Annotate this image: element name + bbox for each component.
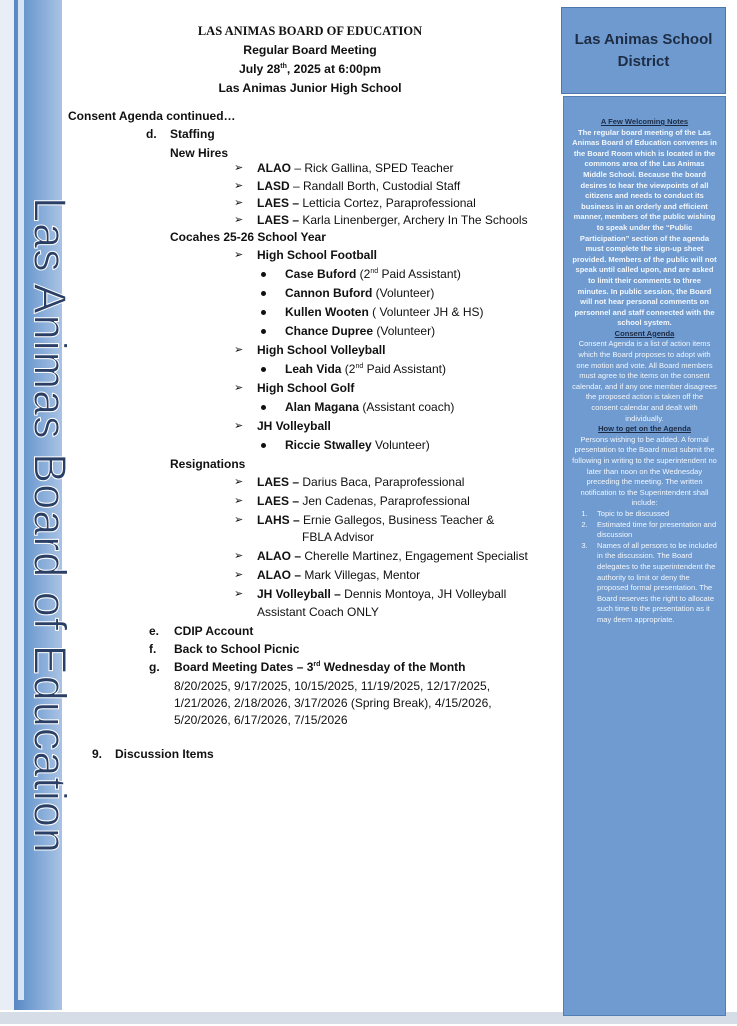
consent-text: Consent Agenda is a list of action items which the Board proposes to adopt with one motion and vote. All Board members must agree to the items on the consent calendar, and if any one member disagrees the proposed action is taken off the consent calendar and dealt with individually.: [572, 339, 717, 423]
agenda-text: Persons wishing to be added. A formal presentation to the Board must submit the following in writing to the superintendent no later than noon on the Wednesday preceding the meeting. The written notification to the Superintendent shall include:: [572, 434, 717, 508]
item-d-title: Staffing: [170, 127, 215, 141]
school-code: LAHS –: [257, 513, 300, 527]
g-title-text: Board Meeting Dates – 3: [174, 660, 314, 674]
staff-name: Kullen Wooten: [285, 305, 369, 319]
list-number: 3.: [581, 540, 588, 550]
staff-role: Volunteer): [371, 438, 430, 452]
arrow-bullet-icon: ➢: [234, 197, 244, 209]
staff-role: ( Volunteer JH & HS): [368, 305, 484, 319]
hire-detail: – Randall Borth, Custodial Staff: [289, 179, 461, 193]
arrow-bullet-icon: ➢: [234, 382, 244, 394]
list-number: 2.: [581, 519, 588, 529]
list-item: [572, 509, 717, 520]
g-title-cont: Wednesday of the Month: [320, 660, 466, 674]
arrow-bullet-icon: ➢: [234, 420, 244, 432]
left-band-highlight: [0, 0, 14, 1010]
resignation-detail: Dennis Montoya, JH Volleyball: [340, 587, 507, 601]
meeting-dates-line: 5/20/2026, 6/17/2026, 7/15/2026: [174, 713, 348, 727]
arrow-bullet-icon: ➢: [234, 249, 244, 261]
ordinal-suffix: nd: [370, 268, 379, 275]
resignations-heading: Resignations: [170, 457, 246, 471]
list-item: [572, 541, 717, 626]
resignation-detail: Jen Cadenas, Paraprofessional: [299, 494, 470, 508]
resignation-entry: [257, 587, 506, 601]
list-text: Estimated time for presentation and discussion: [597, 519, 717, 540]
list-number: 1.: [581, 508, 588, 518]
date-suffix: th: [280, 62, 287, 70]
arrow-bullet-icon: ➢: [234, 550, 244, 562]
hire-entry: [257, 213, 528, 227]
item-g-label: g.: [149, 660, 160, 674]
resignation-entry: [257, 568, 420, 582]
arrow-bullet-icon: ➢: [234, 344, 244, 356]
resignation-detail: Cherelle Martinez, Engagement Specialist: [301, 549, 528, 563]
resignation-detail-cont: Assistant Coach ONLY: [257, 605, 379, 619]
date-time: , 2025 at 6:00pm: [286, 62, 382, 76]
meeting-type: Regular Board Meeting: [243, 43, 377, 57]
resignation-detail-cont: FBLA Advisor: [302, 530, 375, 544]
item-f-title: Back to School Picnic: [174, 642, 300, 656]
new-hires-heading: New Hires: [170, 146, 229, 160]
resignation-detail: Darius Baca, Paraprofessional: [299, 475, 465, 489]
school-code: ALAO –: [257, 549, 302, 563]
item-e-label: e.: [149, 624, 160, 638]
staff-entry: [285, 362, 446, 376]
resignation-entry: [257, 475, 464, 489]
presentation-requirements-list: [572, 509, 717, 626]
school-code: LASD: [257, 179, 290, 193]
meeting-date: [175, 60, 445, 79]
list-text: Topic to be discussed: [597, 508, 670, 518]
bullet-dot-icon: [261, 329, 266, 334]
meeting-dates-line: 8/20/2025, 9/17/2025, 10/15/2025, 11/19/2025, 12/17/2025,: [174, 679, 491, 693]
staff-name: Case Buford: [285, 267, 357, 281]
hire-detail: – Rick Gallina, SPED Teacher: [291, 161, 454, 175]
staff-role-cont: Paid Assistant): [363, 362, 446, 376]
school-code: LAES –: [257, 213, 300, 227]
list-text: Names of all persons to be included in the discussion. The Board delegates to the superintendent the authority to limit or deny the proposed formal presentation. The Board reserves the right to allocate such time to the presentation as it may deem appropriate.: [597, 540, 717, 624]
hire-entry: [257, 196, 476, 210]
staff-role: (Volunteer): [372, 286, 435, 300]
arrow-bullet-icon: ➢: [234, 180, 244, 192]
school-code: ALAO –: [257, 568, 302, 582]
arrow-bullet-icon: ➢: [234, 495, 244, 507]
item-9-label: 9.: [92, 747, 103, 761]
staff-role-cont: Paid Assistant): [378, 267, 461, 281]
meeting-header: [175, 22, 445, 98]
consent-heading: Consent Agenda: [614, 328, 675, 338]
sidebar-vertical-title: Las Animas Board of Education: [24, 197, 76, 854]
ordinal-suffix: rd: [313, 661, 321, 668]
agenda-heading: How to get on the Agenda: [598, 424, 691, 434]
resignation-entry: [257, 513, 494, 527]
welcoming-notes-box: [563, 96, 726, 1016]
list-item: [572, 520, 717, 541]
school-code: LAES –: [257, 475, 300, 489]
bullet-dot-icon: [261, 291, 266, 296]
item-g-title: [174, 660, 466, 674]
item-f-label: f.: [149, 642, 157, 656]
staff-entry: [285, 324, 435, 338]
staff-entry: [285, 400, 454, 414]
school-code: LAES –: [257, 196, 300, 210]
arrow-bullet-icon: ➢: [234, 588, 244, 600]
bullet-dot-icon: [261, 367, 266, 372]
bullet-dot-icon: [261, 310, 266, 315]
arrow-bullet-icon: ➢: [234, 569, 244, 581]
staff-name: Alan Magana: [285, 400, 360, 414]
arrow-bullet-icon: ➢: [234, 214, 244, 226]
arrow-bullet-icon: ➢: [234, 476, 244, 488]
arrow-bullet-icon: ➢: [234, 514, 244, 526]
resignation-detail: Ernie Gallegos, Business Teacher &: [299, 513, 495, 527]
resignation-entry: [257, 494, 470, 508]
staff-entry: [285, 305, 484, 319]
welcome-text: The regular board meeting of the Las Animas Board of Education convenes in the Board Room which is located in the commons area of the Las Animas Middle School. Because the board desires to hear the viewpoints of all citizens and needs to conduct its business in an orderly and efficient manner, members of the public wishing to speak under the “Public Participation” section of the agenda must complete the sign-up sheet provided. Members of the public will not speak until called upon, and are asked to limit their comments to three minutes. In public session, the Board will not hear personal comments on personnel and staff connected with the school system.: [572, 127, 717, 328]
staff-role: (2: [341, 362, 356, 376]
left-band-stripe: [18, 0, 24, 1000]
consent-continued-heading: Consent Agenda continued…: [68, 109, 236, 123]
bullet-dot-icon: [261, 405, 266, 410]
date-text: July 28: [238, 62, 281, 76]
bullet-dot-icon: [261, 272, 266, 277]
volleyball-heading: High School Volleyball: [257, 343, 386, 357]
meeting-location: Las Animas Junior High School: [218, 81, 402, 95]
football-heading: High School Football: [257, 248, 377, 262]
staff-name: Riccie Stwalley: [285, 438, 372, 452]
resignation-detail: Mark Villegas, Mentor: [301, 568, 421, 582]
staff-name: Chance Dupree: [285, 324, 374, 338]
school-code: LAES –: [257, 494, 300, 508]
meeting-dates-line: 1/21/2026, 2/18/2026, 3/17/2026 (Spring Break), 4/15/2026,: [174, 696, 492, 710]
hire-detail: Karla Linenberger, Archery In The Schools: [299, 213, 528, 227]
district-line-1: Las Animas School: [574, 30, 713, 48]
hire-detail: Letticia Cortez, Paraprofessional: [299, 196, 476, 210]
staff-entry: [285, 438, 430, 452]
cocahes-heading: Cocahes 25-26 School Year: [170, 230, 326, 244]
board-title: LAS ANIMAS BOARD OF EDUCATION: [197, 24, 423, 38]
welcome-heading: A Few Welcoming Notes: [600, 117, 689, 126]
ordinal-suffix: nd: [355, 363, 364, 370]
staff-role: (2: [356, 267, 371, 281]
arrow-bullet-icon: ➢: [234, 162, 244, 174]
staff-name: Leah Vida: [285, 362, 342, 376]
school-code: ALAO: [257, 161, 291, 175]
district-name-box: [561, 7, 726, 94]
school-code: JH Volleyball –: [257, 587, 341, 601]
resignation-entry: [257, 549, 528, 563]
staff-role: (Volunteer): [373, 324, 436, 338]
bullet-dot-icon: [261, 443, 266, 448]
staff-name: Cannon Buford: [285, 286, 373, 300]
item-d-label: d.: [146, 127, 157, 141]
golf-heading: High School Golf: [257, 381, 355, 395]
jh-volleyball-heading: JH Volleyball: [257, 419, 331, 433]
item-e-title: CDIP Account: [174, 624, 254, 638]
hire-entry: [257, 179, 460, 193]
hire-entry: [257, 161, 454, 175]
district-line-2: District: [617, 52, 670, 70]
staff-entry: [285, 267, 461, 281]
staff-role: (Assistant coach): [359, 400, 455, 414]
staff-entry: [285, 286, 434, 300]
item-9-title: Discussion Items: [115, 747, 214, 761]
